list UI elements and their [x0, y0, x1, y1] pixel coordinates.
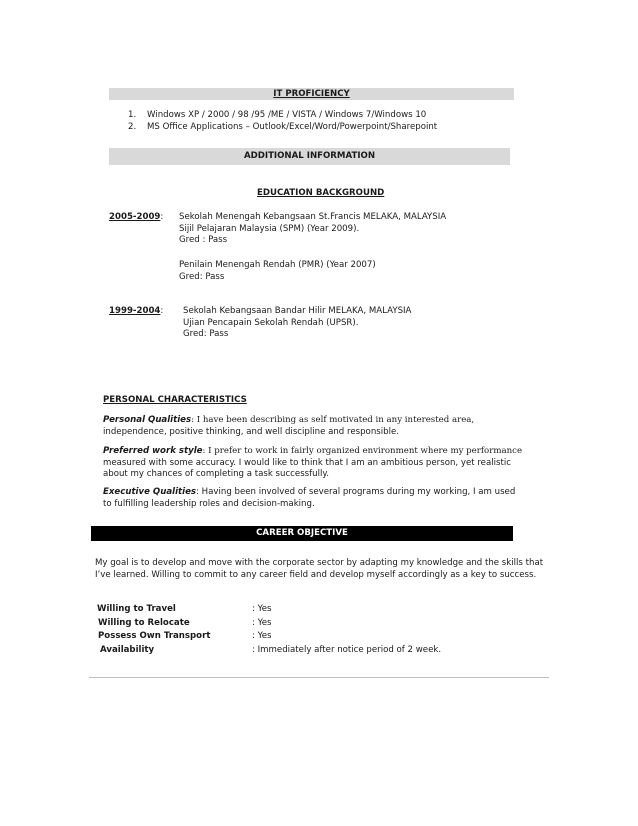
- education-heading: EDUCATION BACKGROUND: [257, 188, 385, 198]
- education-period-2: 1999-2004:: [109, 306, 164, 316]
- education-entry-2: Sekolah Kebangsaan Bandar Hilir MELAKA, MALAYSIA Ujian Pencapain Sekolah Rendah (UPSR). Gred: Pass: [183, 306, 412, 339]
- executive-qualities-paragraph: Executive Qualities: Having been involved of several programs during my working, I am used to fulfilling leadership roles and decision-making.: [103, 487, 516, 509]
- career-objective-heading: CAREER OBJECTIVE: [91, 526, 513, 541]
- bottom-divider: [89, 677, 549, 678]
- list-item: 1. Windows XP / 2000 / 98 /95 /ME / VISTA / Windows 7/Windows 10: [128, 110, 427, 120]
- it-proficiency-list: [128, 110, 437, 133]
- details-value-travel: : Yes: [252, 604, 272, 614]
- personal-qualities-paragraph: Personal Qualities: I have been describing as self motivated in any interested area, independence, positive thinking, and well discipline and responsible.: [103, 415, 475, 437]
- details-value-relocate: : Yes: [252, 618, 272, 628]
- preferred-work-style-paragraph: Preferred work style: I prefer to work in fairly organized environment where my performance measured with some accuracy. I would like to think that I am an ambitious person, yet realistic about my chances of completing a task successfully.: [103, 446, 523, 479]
- details-label-relocate: Willing to Relocate: [98, 618, 190, 628]
- additional-information-heading: ADDITIONAL INFORMATION: [109, 148, 510, 165]
- details-label-transport: Possess Own Transport: [98, 631, 211, 641]
- career-objective-text: My goal is to develop and move with the corporate sector by adapting my knowledge and the skills that I’ve learned. Willing to commit to any career field and develop myself accordingly as a key to success.: [95, 558, 544, 580]
- personal-characteristics-heading: PERSONAL CHARACTERISTICS: [103, 395, 247, 405]
- education-entry-1-pmr: Penilain Menengah Rendah (PMR) (Year 2007) Gred: Pass: [179, 260, 376, 282]
- details-label-availability: Availability: [100, 645, 155, 655]
- details-label-travel: Willing to Travel: [97, 604, 176, 614]
- education-period-1: 2005-2009:: [109, 212, 164, 222]
- details-value-availability: : Immediately after notice period of 2 week.: [252, 645, 442, 655]
- list-item: 2. MS Office Applications – Outlook/Excel/Word/Powerpoint/Sharepoint: [128, 121, 438, 132]
- it-proficiency-heading: IT PROFICIENCY: [109, 88, 514, 100]
- details-value-transport: : Yes: [252, 631, 272, 641]
- education-entry-1: Sekolah Menengah Kebangsaan St.Francis MELAKA, MALAYSIA Sijil Pelajaran Malaysia (SPM) (Year 2009). Gred : Pass: [179, 212, 447, 245]
